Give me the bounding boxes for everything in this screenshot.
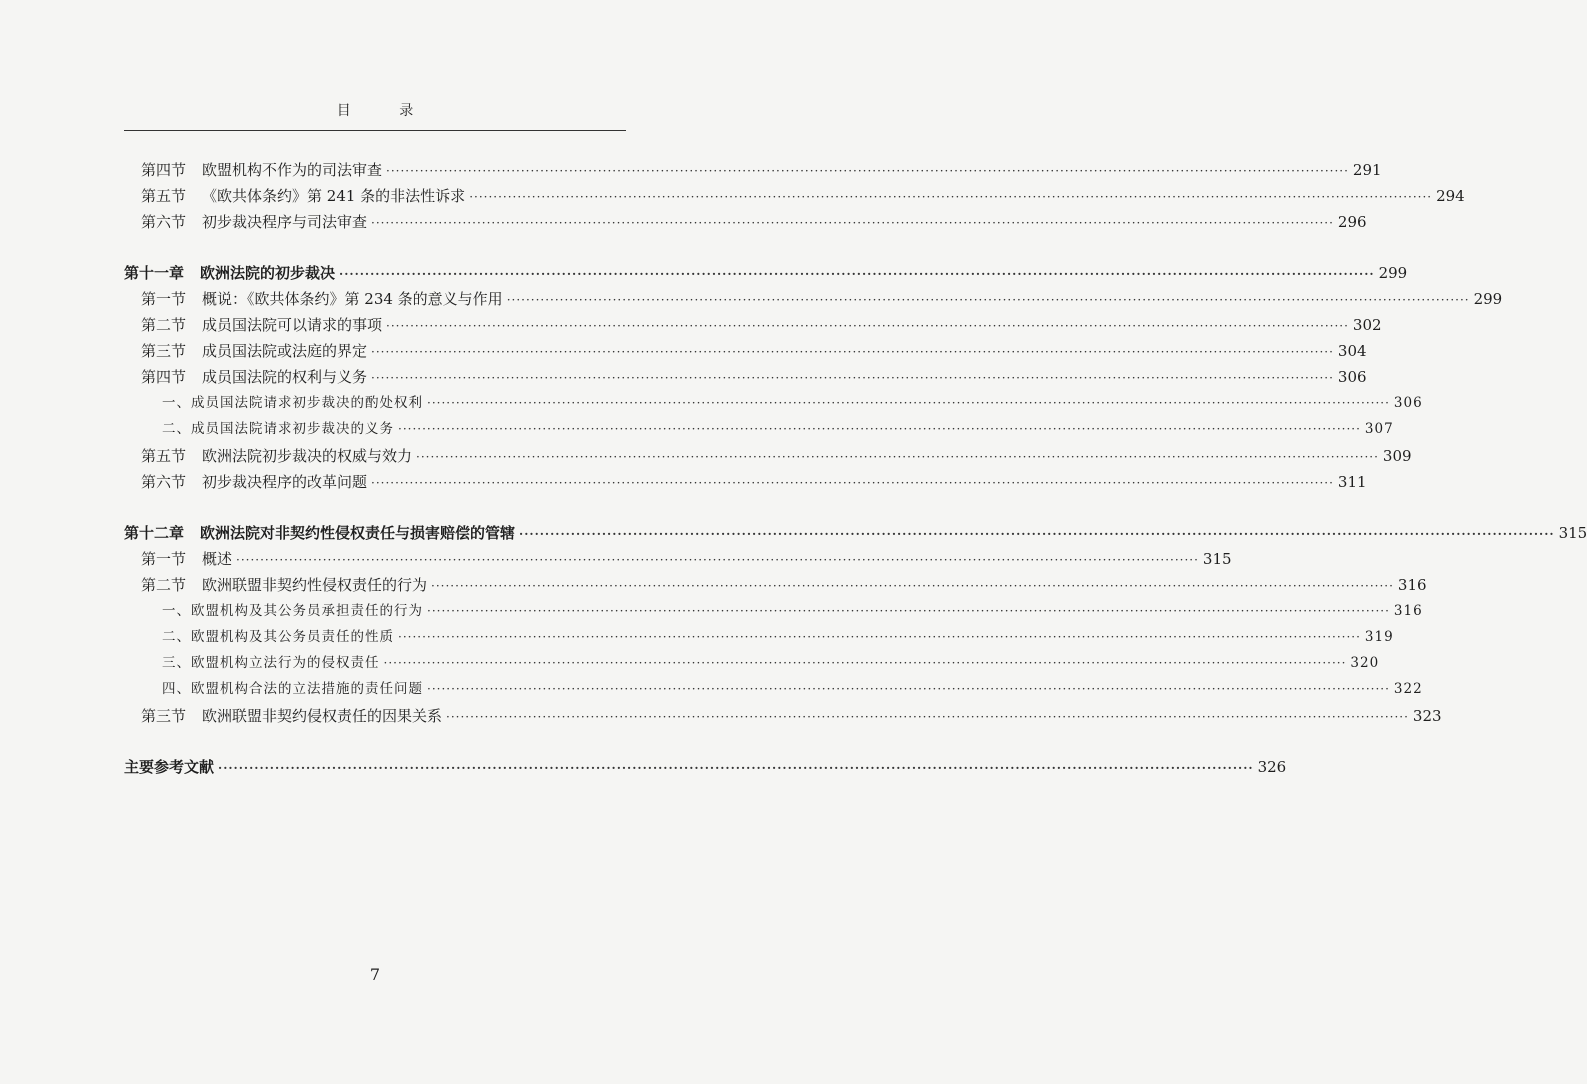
- toc-entry-title: 欧盟机构不作为的司法审查: [202, 161, 383, 179]
- toc-entry-title: 成员国法院可以请求的事项: [202, 316, 383, 334]
- toc-entry-number: 第一节: [141, 550, 187, 568]
- toc-entry-page: 316: [1397, 576, 1427, 594]
- toc-entry-page: 309: [1382, 447, 1412, 465]
- toc-leader-dots: ········································································································································································································: [371, 476, 1334, 490]
- toc-entry-number: 第十二章: [124, 524, 185, 542]
- toc-entry-page: 299: [1473, 290, 1503, 308]
- toc-entry-label: [141, 183, 465, 209]
- toc-entry-title: 初步裁决程序的改革问题: [202, 473, 368, 491]
- toc-entry-title: 成员国法院或法庭的界定: [202, 342, 368, 360]
- toc-entry-number: 第十一章: [124, 264, 185, 282]
- toc-entry-label: [124, 754, 214, 780]
- toc-entry-title: 三、欧盟机构立法行为的侵权责任: [162, 655, 380, 671]
- toc-entry-title: 一、欧盟机构及其公务员承担责任的行为: [162, 603, 423, 619]
- toc-entry: [141, 338, 1367, 364]
- toc-entry-label: [124, 260, 335, 286]
- toc-entry: [162, 624, 1394, 650]
- toc-leader-dots: ········································································································································································································: [431, 579, 1394, 593]
- toc-entry-label: [141, 338, 367, 364]
- toc-entry-page: 306: [1393, 395, 1423, 411]
- toc-entry-label: [141, 286, 503, 312]
- toc-entry-page: 315: [1202, 550, 1232, 568]
- toc-leader-dots: ········································································································································································································: [386, 319, 1349, 333]
- toc-leader-dots: ········································································································································································································: [416, 450, 1379, 464]
- toc-entry-label: [141, 209, 367, 235]
- toc-entry-title: 欧洲联盟非契约侵权责任的因果关系: [202, 707, 443, 725]
- toc-entry-title: 成员国法院的权利与义务: [202, 368, 368, 386]
- toc-leader-dots: ········································································································································································································: [446, 710, 1409, 724]
- toc-entry-page: 296: [1337, 213, 1367, 231]
- toc-entry: [141, 469, 1367, 495]
- page-number: 7: [369, 965, 381, 984]
- toc-entry-number: 第六节: [141, 473, 187, 491]
- toc-entry-page: 315: [1558, 524, 1587, 542]
- toc-entry-label: [162, 598, 423, 624]
- toc-entry-number: 第六节: [141, 213, 187, 231]
- toc-entry-label: [141, 157, 382, 183]
- toc-entry-label: [141, 443, 412, 469]
- toc-leader-dots: ········································································································································································································: [427, 682, 1390, 696]
- toc-entry-title: 《欧共体条约》第 241 条的非法性诉求: [202, 187, 466, 205]
- header-rule: [124, 130, 626, 131]
- toc-leader-dots: ········································································································································································································: [427, 604, 1390, 618]
- toc-entry-title: 欧洲法院对非契约性侵权责任与损害赔偿的管辖: [200, 524, 516, 542]
- toc-entry: [124, 260, 1408, 286]
- toc-entry-page: 304: [1337, 342, 1367, 360]
- toc-leader-dots: ········································································································································································································: [371, 345, 1334, 359]
- toc-entry-page: 299: [1378, 264, 1408, 282]
- toc-entry-page: 291: [1352, 161, 1382, 179]
- toc-entry-label: [124, 520, 515, 546]
- toc-entry-number: 第三节: [141, 342, 187, 360]
- toc-entry: [141, 209, 1367, 235]
- toc-entry-number: 第五节: [141, 187, 187, 205]
- toc-entry: [124, 520, 1587, 546]
- toc-entry-number: 第四节: [141, 368, 187, 386]
- toc-entry-title: 二、成员国法院请求初步裁决的义务: [162, 421, 394, 437]
- toc-leader-dots: ········································································································································································································: [506, 293, 1470, 307]
- toc-entry-number: 第一节: [141, 290, 187, 308]
- toc-leader-dots: ········································································································································································································: [398, 630, 1361, 644]
- toc-entry-title: 主要参考文献: [124, 758, 215, 776]
- toc-entry-label: [141, 572, 427, 598]
- toc-entry-title: 一、成员国法院请求初步裁决的酌处权利: [162, 395, 423, 411]
- toc-entry-page: 326: [1257, 758, 1287, 776]
- toc-entry-page: 306: [1337, 368, 1367, 386]
- page-header-title: 目 录: [336, 103, 436, 119]
- toc-entry-label: [162, 650, 380, 676]
- toc-entry-number: 第五节: [141, 447, 187, 465]
- toc-entry: [141, 546, 1232, 572]
- toc-entry: [141, 312, 1382, 338]
- toc-entry-page: 320: [1350, 655, 1380, 671]
- toc-entry-label: [162, 676, 423, 702]
- toc-entry-title: 欧洲联盟非契约性侵权责任的行为: [202, 576, 428, 594]
- toc-entry-label: [141, 546, 232, 572]
- toc-entry: [162, 390, 1423, 416]
- toc-entry-label: [141, 312, 382, 338]
- toc-entry-title: 概述: [202, 550, 233, 568]
- toc-entry-title: 四、欧盟机构合法的立法措施的责任问题: [162, 681, 423, 697]
- toc-entry-title: 欧洲法院的初步裁决: [200, 264, 336, 282]
- toc-entry-label: [141, 469, 367, 495]
- toc-entry-label: [162, 416, 394, 442]
- toc-entry-title: 欧洲法院初步裁决的权威与效力: [202, 447, 413, 465]
- toc-entry-title: 二、欧盟机构及其公务员责任的性质: [162, 629, 394, 645]
- toc-entry: [124, 754, 1287, 780]
- toc-entry-page: 323: [1412, 707, 1442, 725]
- toc-entry-number: 第三节: [141, 707, 187, 725]
- toc-leader-dots: ········································································································································································································: [398, 422, 1361, 436]
- toc-leader-dots: ········································································································································································································: [236, 553, 1199, 567]
- toc-entry-label: [141, 703, 442, 729]
- toc-entry: [141, 157, 1382, 183]
- toc-leader-dots: ········································································································································································································: [469, 190, 1433, 204]
- toc-entry-label: [162, 624, 394, 650]
- toc-entry: [162, 416, 1394, 442]
- toc-entry-page: 294: [1436, 187, 1465, 205]
- toc-leader-dots: ········································································································································································································: [519, 527, 1555, 541]
- toc-entry: [162, 650, 1380, 676]
- toc-entry: [162, 676, 1423, 702]
- toc-entry: [141, 183, 1465, 209]
- toc-entry: [141, 572, 1427, 598]
- toc-entry-number: 第二节: [141, 576, 187, 594]
- toc-leader-dots: ········································································································································································································: [339, 267, 1375, 281]
- toc-leader-dots: ········································································································································································································: [371, 216, 1334, 230]
- toc-leader-dots: ········································································································································································································: [383, 656, 1347, 670]
- toc-entry: [162, 598, 1423, 624]
- toc-entry-label: [141, 364, 367, 390]
- toc-entry-label: [162, 390, 423, 416]
- toc-entry-page: 322: [1393, 681, 1423, 697]
- toc-entry-page: 319: [1364, 629, 1394, 645]
- toc-leader-dots: ········································································································································································································: [386, 164, 1349, 178]
- toc-entry: [141, 443, 1412, 469]
- toc-entry-page: 307: [1364, 421, 1394, 437]
- toc-entry: [141, 286, 1503, 312]
- toc-leader-dots: ········································································································································································································: [371, 371, 1334, 385]
- toc-entry-number: 第四节: [141, 161, 187, 179]
- toc-entry: [141, 364, 1367, 390]
- toc-entry-title: 概说：《欧共体条约》第 234 条的意义与作用: [202, 290, 503, 308]
- toc-leader-dots: ········································································································································································································: [427, 396, 1390, 410]
- toc-entry-title: 初步裁决程序与司法审查: [202, 213, 368, 231]
- toc-entry: [141, 703, 1442, 729]
- toc-leader-dots: ········································································································································································································: [218, 761, 1254, 775]
- toc-entry-page: 302: [1352, 316, 1382, 334]
- toc-entry-page: 311: [1337, 473, 1367, 491]
- toc-entry-number: 第二节: [141, 316, 187, 334]
- toc-entry-page: 316: [1393, 603, 1423, 619]
